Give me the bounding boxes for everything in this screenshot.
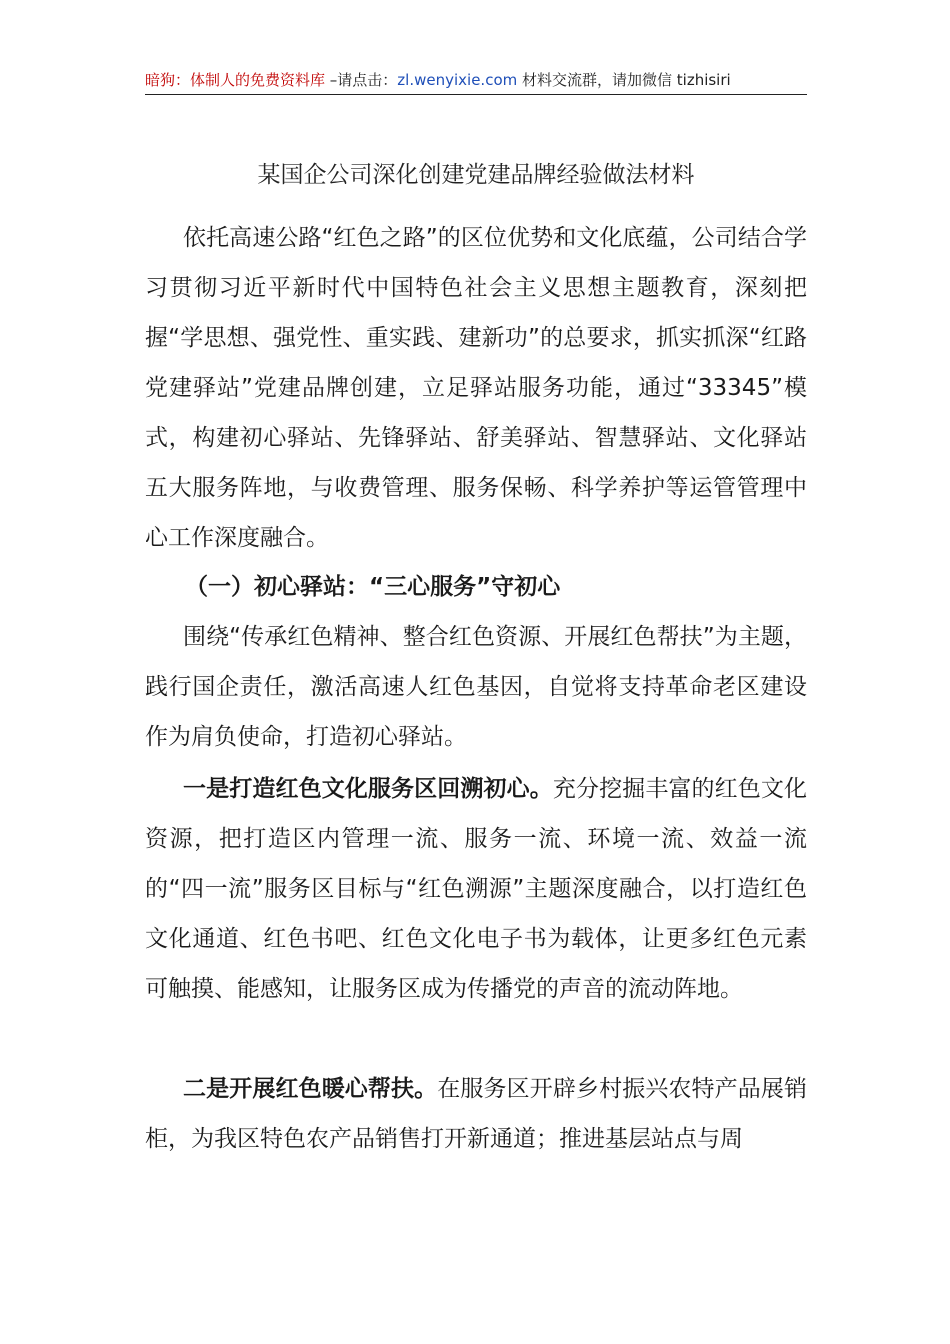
header-url-link[interactable]: zl.wenyixie.com bbox=[397, 71, 518, 89]
item-2-text: 在服务区开辟乡村振兴农特产品展销柜，为我区特色农产品销售打开新通道；推进基层站点与周 bbox=[145, 1076, 808, 1152]
header-divider bbox=[145, 94, 807, 95]
item-paragraph-1 bbox=[145, 764, 807, 1014]
section-heading: （一）初心驿站：“三心服务”守初心 bbox=[185, 574, 561, 600]
item-1-text: 充分挖掘丰富的红色文化资源，把打造区内管理一流、服务一流、环境一流、效益一流的“四一流”服务区目标与“红色溯源”主题深度融合，以打造红色文化通道、红色书吧、红色文化电子书为载体，让更多红色元素可触摸、能感知，让服务区成为传播党的声音的流动阵地。 bbox=[145, 776, 808, 1002]
page-header bbox=[145, 68, 805, 92]
section-intro-paragraph: 围绕“传承红色精神、整合红色资源、开展红色帮扶”为主题，践行国企责任，激活高速人红色基因，自觉将支持革命老区建设作为肩负使命，打造初心驿站。 bbox=[145, 624, 807, 750]
intro-paragraph: 依托高速公路“红色之路”的区位优势和文化底蕴，公司结合学习贯彻习近平新时代中国特色社会主义思想主题教育，深刻把握“学思想、强党性、重实践、建新功”的总要求，抓实抓深“红路党建驿站”党建品牌创建，立足驿站服务功能，通过“33345”模式，构建初心驿站、先锋驿站、舒美驿站、智慧驿站、文化驿站五大服务阵地，与收费管理、服务保畅、科学养护等运管管理中心工作深度融合。 bbox=[145, 225, 807, 551]
item-1-lead: 一是打造红色文化服务区回溯初心。 bbox=[183, 776, 553, 802]
item-paragraph-2 bbox=[145, 1064, 807, 1164]
header-contact: 材料交流群，请加微信 tizhisiri bbox=[517, 71, 731, 89]
header-brand: 暗狗：体制人的免费资料库 bbox=[145, 71, 326, 89]
item-2-lead: 二是开展红色暖心帮扶。 bbox=[183, 1076, 438, 1102]
document-title: 某国企公司深化创建党建品牌经验做法材料 bbox=[257, 162, 695, 188]
header-link-prefix: –请点击： bbox=[325, 71, 398, 89]
